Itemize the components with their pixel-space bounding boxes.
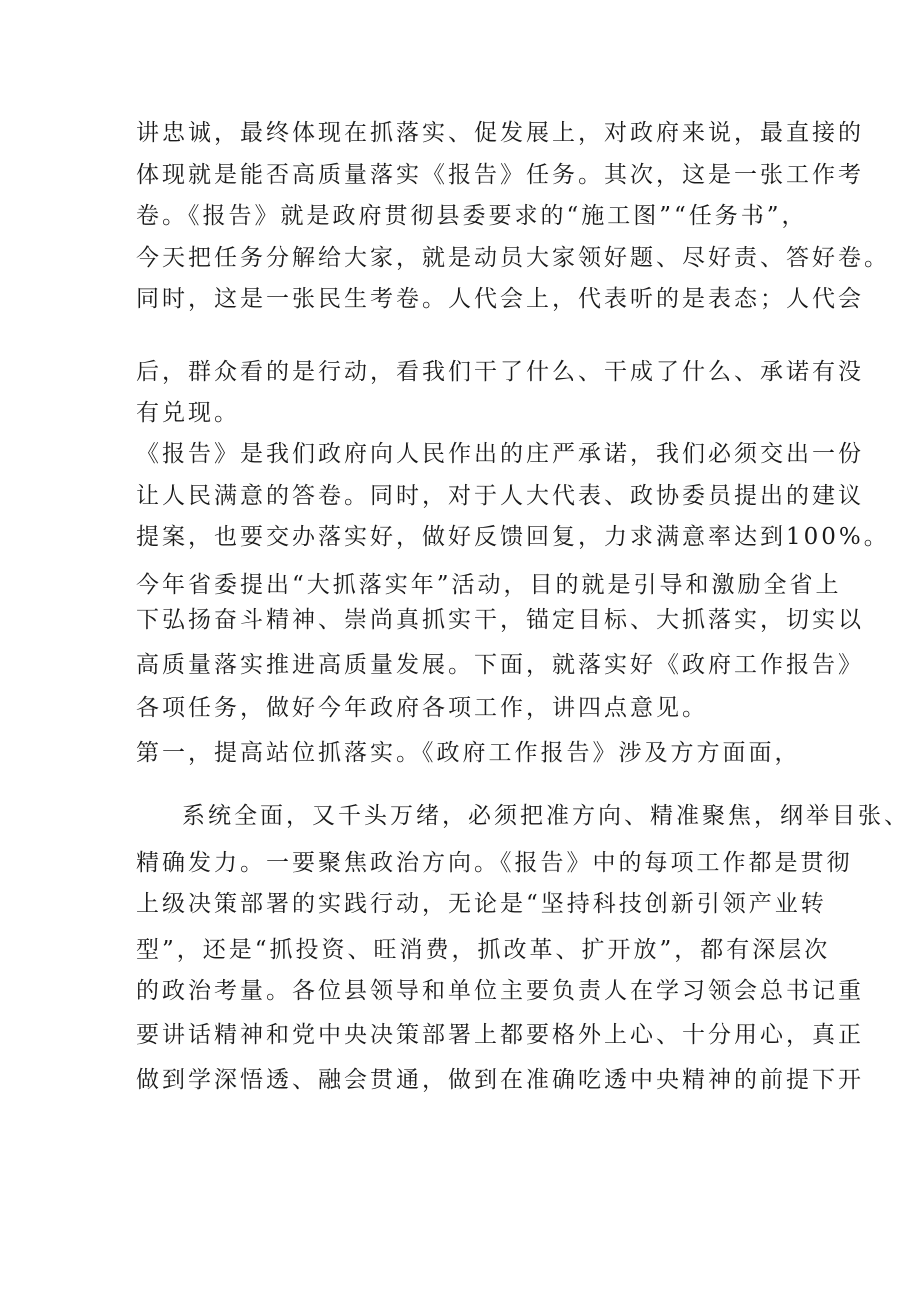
text-line: 的政治考量。各位县领导和单位主要负责人在学习领会总书记重 (136, 978, 864, 1004)
text-line: 第一，提高站位抓落实。《政府工作报告》涉及方方面面， (136, 740, 801, 766)
text-line: 今天把任务分解给大家，就是动员大家领好题、尽好责、答好卷。 (136, 245, 890, 271)
text-line: 系统全面，又千头万绪，必须把准方向、精准聚焦，纲举目张、 (182, 803, 910, 829)
text-line: 下弘扬奋斗精神、崇尚真抓实干，锚定目标、大抓落实，切实以 (136, 607, 864, 633)
text-line: 同时，这是一张民生考卷。人代会上，代表听的是表态；人代会 (136, 286, 864, 312)
text-line: 后，群众看的是行动，看我们干了什么、干成了什么、承诺有没 (136, 359, 864, 385)
text-line: 型”，还是“抓投资、旺消费，抓改革、扩开放”，都有深层次 (136, 937, 831, 963)
text-line: 做到学深悟透、融会贯通，做到在准确吃透中央精神的前提下开 (136, 1067, 864, 1093)
text-line: 今年省委提出“大抓落实年”活动，目的就是引导和激励全省上 (136, 572, 842, 598)
text-line: 让人民满意的答卷。同时，对于人大代表、政协委员提出的建议 (136, 483, 864, 509)
text-line: 各项任务，做好今年政府各项工作，讲四点意见。 (136, 695, 708, 721)
text-line: 上级决策部署的实践行动，无论是“坚持科技创新引领产业转 (136, 891, 827, 917)
text-line: 体现就是能否高质量落实《报告》任务。其次，这是一张工作考 (136, 162, 864, 188)
text-line: 高质量落实推进高质量发展。下面，就落实好《政府工作报告》 (136, 652, 864, 678)
text-line: 提案，也要交办落实好，做好反馈回复，力求满意率达到100%。 (136, 524, 890, 550)
text-line: 卷。《报告》就是政府贯彻县委要求的“施工图”“任务书”， (136, 203, 808, 229)
text-line: 《报告》是我们政府向人民作出的庄严承诺，我们必须交出一份 (136, 441, 864, 467)
text-line: 精确发力。一要聚焦政治方向。《报告》中的每项工作都是贯彻 (136, 850, 853, 876)
text-line: 讲忠诚，最终体现在抓落实、促发展上，对政府来说，最直接的 (136, 120, 864, 146)
text-line: 要讲话精神和党中央决策部署上都要格外上心、十分用心，真正 (136, 1022, 864, 1048)
text-line: 有兑现。 (136, 400, 240, 426)
